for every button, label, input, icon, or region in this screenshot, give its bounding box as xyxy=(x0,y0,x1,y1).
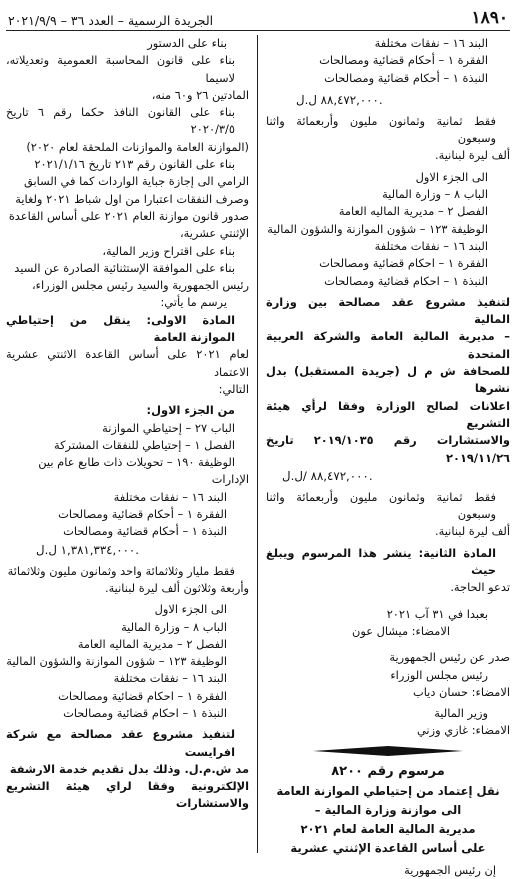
issued-by: صدر عن رئيس الجمهورية xyxy=(389,650,510,665)
budget-line: الوظيفة ١٢٣ – شؤون الموازنة والشؤون المالية xyxy=(6,654,227,669)
page-number: ١٨٩٠ xyxy=(471,8,508,28)
page-header xyxy=(6,6,510,31)
budget-line: الفقرة ١ – أحكام قضائية ومصالحات xyxy=(58,507,227,522)
budget-line: الإدارات xyxy=(211,472,249,487)
budget-line: النبذة ١ – احكام قضائية ومصالحات xyxy=(324,273,488,288)
left-column xyxy=(6,35,258,853)
amount-in-words: فقط مليار وثلاثمائة واحد وثمانون مليون وثلاثمائة xyxy=(7,563,235,578)
budget-line: النبذة ١ – احكام قضائية ومصالحات xyxy=(63,705,227,720)
amount: ١,٣٨١,٣٣٤,٠٠٠ ل.ل. xyxy=(36,542,140,557)
budget-line: الفقرة ١ – احكام قضائية ومصالحات xyxy=(58,688,227,703)
article-one: التالي: xyxy=(218,381,249,396)
legal-basis: (الموازنة العامة والموازنات الملحقة لعام ٢٠٢٠) xyxy=(26,139,249,154)
budget-line: الى الجزء الاول xyxy=(415,169,488,184)
signature-prime-minister: الامضاء: حسان دياب xyxy=(412,684,510,699)
decree-title: مرسوم رقم ٨٢٠٠ xyxy=(331,763,445,779)
decree-subject: نقل إعتماد من إحتياطي الموازنة العامة xyxy=(276,783,500,798)
article-one: المادة الاولى: ينقل من إحتياطي الموازنة العامة xyxy=(6,312,235,345)
purpose-text: اعلانات لصالح الوزارة وفقا لرأي هيئة التشريع xyxy=(266,398,510,430)
budget-line: الباب ٢٧ – إحتياطي الموازنة xyxy=(102,420,235,435)
decree-subject: الى موازنة وزارة المالية – xyxy=(314,802,462,817)
budget-line: الوظيفة ١٩٠ – تحويلات ذات طابع عام بين xyxy=(38,455,235,470)
amount-in-words: وأربعة وثلاثون ألف ليرة لبنانية. xyxy=(104,580,249,595)
signature-president: الامضاء: ميشال عون xyxy=(351,623,450,638)
budget-line: البند ١٦ – نفقات مختلفة xyxy=(374,238,488,253)
amount: ٨٨,٤٧٢,٠٠٠ ل.ل. xyxy=(296,92,383,107)
purpose-text: للصحافة ش م ل (جريدة المستقبل) بدل نشرها xyxy=(266,364,510,396)
signature-finance-minister: الامضاء: غازي وزني xyxy=(416,723,510,738)
legal-basis: رئيس الجمهورية والسيد رئيس مجلس الوزراء، xyxy=(31,278,249,293)
budget-line: البند ١٦ – نفقات مختلفة xyxy=(374,36,488,50)
purpose-text: لتنفيذ مشروع عقد مصالحة مع شركة افرايست xyxy=(6,727,235,759)
decree-subject: مديرية المالية العامة لعام ٢٠٢١ xyxy=(300,821,476,836)
article-one: لعام ٢٠٢١ على أساس القاعدة الاثنتي عشرية الاعتماد xyxy=(6,347,249,379)
purpose-text: الإلكترونية وفقا لراي هيئة التشريع والاستشارات xyxy=(6,779,249,811)
legal-basis: بناء على القانون رقم ٢١٣ تاريخ ٢٠٢١/١/١٦ xyxy=(34,157,235,172)
budget-line: الباب ٨ – وزارة المالية xyxy=(382,187,488,202)
decree-opening: إن رئيس الجمهورية xyxy=(404,862,496,877)
legal-basis: المادتين ٢٦ و٦٠ منه، xyxy=(151,87,249,102)
budget-line: الفصل ١ – إحتياطي للنفقات المشتركة xyxy=(54,437,235,452)
amount-in-words: فقط ثمانية وثمانون مليون وأربعمائة واثنا وسبعون xyxy=(266,113,496,146)
amount-in-words: ألف ليرة لبنانية. xyxy=(435,148,510,163)
budget-line: الى الجزء الاول xyxy=(154,602,227,617)
legal-basis: بناء على القانون النافذ حكما رقم ٦ تاريخ ٢٠٢٠/٣/٥ xyxy=(6,105,235,137)
budget-line: البند ١٦ – نفقات مختلفة xyxy=(113,671,227,686)
budget-line: النبذة ١ – أحكام قضائية ومصالحات xyxy=(324,70,488,85)
amount: ٨٨,٤٧٢,٠٠٠ /ل.ل. xyxy=(282,468,373,483)
article-two: تدعو الحاجة. xyxy=(450,580,510,595)
legal-basis: بناء على الموافقة الإستثنائية الصادرة عن السيد xyxy=(14,260,235,275)
decree-formula: يرسم ما يأتي: xyxy=(160,295,227,310)
budget-line: الفصل ٢ – مديرية الماليه العامة xyxy=(77,636,227,651)
budget-line: الفقرة ١ – احكام قضائية ومصالحات xyxy=(319,256,488,271)
budget-line: الفصل ٢ – مديرية الماليه العامة xyxy=(338,204,488,219)
article-two: المادة الثانية: ينشر هذا المرسوم ويبلغ حيث xyxy=(266,545,496,578)
legal-basis: بناء على اقتراح وزير المالية، xyxy=(102,243,235,258)
amount-in-words: فقط ثمانية وثمانون مليون وأربعمائة واثنا وسبعون xyxy=(266,489,496,522)
signing-date: بعبدا في ٣١ آب ٢٠٢١ xyxy=(386,606,488,621)
prime-minister-title: رئيس مجلس الوزراء xyxy=(390,667,488,682)
right-column xyxy=(258,35,510,877)
section-divider-ornament xyxy=(266,746,510,756)
amount-in-words: ألف ليرة لبنانية. xyxy=(435,524,510,539)
budget-line: الفقرة ١ – أحكام قضائية ومصالحات xyxy=(319,53,488,68)
legal-basis: بناء على قانون المحاسبة العمومية وتعديلاته، لاسيما xyxy=(6,53,235,85)
purpose-text: والاستشارات رقم ٢٠١٩/١٠٣٥ تاريخ ٢٠١٩/١١/٢٦ xyxy=(266,433,510,465)
legal-basis: وصرف النفقات اعتبارا من اول شباط ٢٠٢١ ولغاية xyxy=(15,191,249,206)
budget-line: النبذة ١ – أحكام قضائية ومصالحات xyxy=(63,524,227,539)
decree-subject: على أساس القاعدة الإثنتي عشرية xyxy=(290,840,486,855)
legal-basis: صدور قانون موازنة العام ٢٠٢١ على أساس القاعدة xyxy=(8,208,249,223)
legal-basis: الرامي الى إجازة جباية الواردات كما في السابق xyxy=(23,174,249,189)
gazette-title: الجريدة الرسمية – العدد ٣٦ – ٢٠٢١/٩/٩ xyxy=(8,13,214,28)
purpose-text: لتنفيذ مشروع عقد مصالحة بين وزارة المالية xyxy=(266,294,510,327)
legal-basis: بناء على الدستور xyxy=(147,36,227,50)
purpose-text: مد ش.م.ل. وذلك بدل تقديم خدمة الارشفة xyxy=(9,761,249,776)
budget-line: البند ١٦ – نفقات مختلفة xyxy=(113,489,227,504)
section-heading: من الجزء الاول: xyxy=(146,403,235,418)
finance-minister-title: وزير المالية xyxy=(434,706,488,721)
purpose-text: – مديرية المالية العامة والشركة العربية المتحدة xyxy=(266,329,510,361)
budget-line: الباب ٨ – وزارة المالية xyxy=(121,619,227,634)
legal-basis: الإثنتي عشرية، xyxy=(179,226,249,241)
budget-line: الوظيفة ١٢٣ – شؤون الموازنة والشؤون المالية xyxy=(267,221,488,236)
